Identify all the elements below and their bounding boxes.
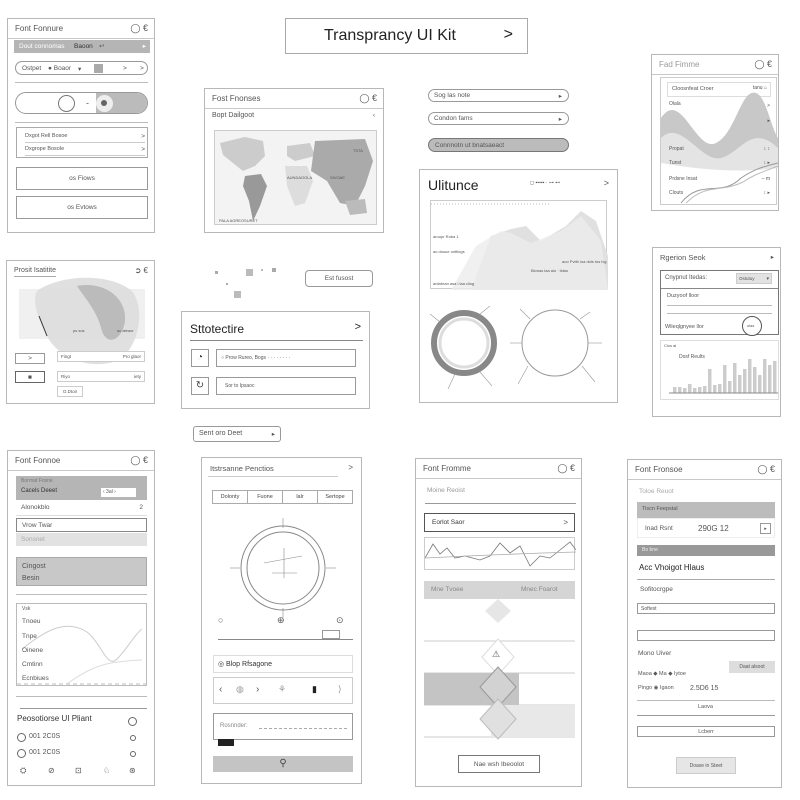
flows-button[interactable]: os Fiows xyxy=(16,167,148,190)
section-heading: Acc Vhoigot Hlaus xyxy=(639,563,705,572)
kit-title: Transprancy UI Kit xyxy=(324,27,456,44)
toggle-switch[interactable] xyxy=(15,92,148,114)
row-label: Wlieqlgnyee llor xyxy=(665,324,704,330)
row-label: Sonsnet xyxy=(21,536,45,543)
bar xyxy=(753,367,757,393)
center-label: Laova xyxy=(698,704,713,710)
bar xyxy=(688,384,692,393)
form-panel xyxy=(7,450,155,786)
outlined-button[interactable]: Lcberr xyxy=(637,726,775,737)
text-input[interactable] xyxy=(216,349,356,367)
option-card[interactable] xyxy=(213,655,353,673)
chart-label: Vsk xyxy=(22,606,31,612)
chart-label: Cmtinn xyxy=(22,661,43,668)
option-value: 2.5D6 15 xyxy=(690,685,719,692)
world-map[interactable] xyxy=(214,130,377,225)
color-swatch[interactable] xyxy=(94,64,103,73)
section-bar xyxy=(637,502,775,518)
decorative-dot xyxy=(226,283,228,285)
block-label: Borrnat Fosne xyxy=(21,478,53,484)
map-label: SIVOAE xyxy=(330,175,345,180)
est-button[interactable]: Est fusost xyxy=(305,270,373,287)
text-input[interactable] xyxy=(216,377,356,395)
text-field[interactable] xyxy=(16,518,147,532)
decorative-dot xyxy=(261,269,263,271)
back-icon[interactable]: ‹ xyxy=(372,112,375,119)
row-label: Cloosnfeat Croer xyxy=(672,86,714,92)
field-label: Riyo xyxy=(61,374,71,379)
input-value: Sor to Ipsaoc xyxy=(225,383,255,389)
highlight-circle[interactable] xyxy=(742,316,762,336)
bar xyxy=(728,381,732,393)
tab-fuone[interactable]: Fuone xyxy=(248,491,283,503)
field-value: Vrow Twar xyxy=(22,522,53,529)
shape-label: ac ateaor xyxy=(117,328,134,333)
globe-icon[interactable]: ⊛ xyxy=(129,766,136,775)
block-label: Besin xyxy=(22,575,40,582)
circular-diagrams xyxy=(420,294,619,404)
radio-button[interactable] xyxy=(130,751,136,757)
section-label: Tiscn Feepstal xyxy=(642,506,678,512)
list-item-label: Dxgrope Bosole xyxy=(25,146,65,152)
option-row[interactable]: Maoa ◆ Ma ◆ Iytoe xyxy=(638,671,686,677)
chevron-right-icon[interactable]: > xyxy=(603,178,609,188)
toggle-knob-on xyxy=(96,95,113,112)
settings-panel xyxy=(7,18,155,233)
row-value: 290G 12 xyxy=(698,524,729,533)
data-button[interactable]: Daat alsoot xyxy=(729,661,775,673)
column-header: Mnec Foarot xyxy=(521,586,558,593)
bar xyxy=(703,386,707,393)
series-label: Clouts xyxy=(669,190,684,196)
sort-icon[interactable]: ↕ ▸ xyxy=(763,190,770,196)
chart-title: Dosf Reults xyxy=(679,354,705,360)
power-icon[interactable]: ⊙ xyxy=(336,615,344,625)
pill-label: Connnotn ut bnatsaeact xyxy=(435,142,505,149)
pill-label: Ostpet xyxy=(22,65,42,72)
row-value: Baoon xyxy=(74,43,93,50)
panel-title: Font Fonnure xyxy=(15,24,64,33)
option-block[interactable] xyxy=(16,557,147,586)
series-label: Olala xyxy=(669,101,681,107)
option-pill[interactable] xyxy=(15,61,148,75)
chevron-icon[interactable]: ▸ xyxy=(767,118,770,124)
image-icon[interactable]: ⊡ xyxy=(75,766,82,775)
media-thumb xyxy=(218,739,234,746)
radio-option[interactable]: ● Boaor xyxy=(48,65,72,72)
row-value: tanu ⌂ xyxy=(752,85,767,91)
list-item[interactable] xyxy=(25,131,145,143)
warning-icon: ⚠ xyxy=(492,649,501,659)
field-label: Mono Uiver xyxy=(638,650,672,657)
chevron-right-icon: > xyxy=(141,133,145,140)
panel-title: Ulitunce xyxy=(428,177,479,193)
chart-label: Clos ai xyxy=(664,343,677,348)
radio-button[interactable] xyxy=(128,717,137,726)
arrow-icon: ▸ xyxy=(142,43,146,50)
block-label: Cingost xyxy=(22,563,46,570)
blob-chart xyxy=(7,261,156,405)
slider-handle[interactable] xyxy=(322,630,340,639)
shape-label: ps sos xyxy=(73,328,85,333)
bar xyxy=(768,365,772,393)
timer-icon[interactable]: ◔ xyxy=(191,349,209,367)
chart-label: Tnoeu xyxy=(22,618,41,625)
nav-carousel xyxy=(213,677,353,704)
field-value: Pro glaor xyxy=(122,354,141,359)
series-label: Tunst xyxy=(669,160,682,166)
block-label: Cacels Deeet xyxy=(21,488,58,494)
phone-icon[interactable]: ▮ xyxy=(312,684,317,694)
chart-label: Blonas laa aiu · lidao xyxy=(531,268,569,273)
chevron-right-icon[interactable]: › xyxy=(256,684,260,695)
wave-area-chart xyxy=(661,78,778,206)
extows-button[interactable]: os Evtows xyxy=(16,196,148,219)
wave-chart-box xyxy=(660,77,777,205)
panel-title: Font Fromme xyxy=(423,464,472,473)
column-header: Mne Tvoee xyxy=(431,586,464,593)
bar xyxy=(693,388,697,393)
legend-mark: – m xyxy=(761,176,770,182)
sort-icon[interactable]: ↕ ↕ xyxy=(763,146,770,152)
panel-title: Itstrsanne Penctios xyxy=(210,464,274,473)
series-label: Prdsne Insat xyxy=(669,176,698,182)
wave-chart-panel xyxy=(651,54,779,211)
stepper-value: ‹ 3al › xyxy=(103,489,116,495)
series-label: Propat xyxy=(669,146,684,152)
toggle-dash: - xyxy=(86,98,89,108)
bar xyxy=(763,359,767,393)
arrow-icon: ▸ xyxy=(558,93,562,100)
list-item[interactable] xyxy=(25,144,145,156)
text-field[interactable] xyxy=(57,351,145,362)
number-stepper[interactable] xyxy=(101,488,136,497)
responder-input[interactable] xyxy=(213,713,353,740)
flag-button[interactable]: ▸ xyxy=(760,523,771,534)
field-label: Cnypnut Itedas: xyxy=(665,275,708,281)
bar xyxy=(683,388,687,393)
refresh-icon[interactable]: ↻ xyxy=(191,377,209,395)
map-subtitle: Bopt Dailgoot xyxy=(212,112,255,119)
flower-icon[interactable]: ⚘ xyxy=(278,684,287,694)
chevron-right-icon: > xyxy=(563,518,568,527)
radio-button[interactable] xyxy=(17,749,26,758)
panel-title: Sttotectire xyxy=(190,322,245,336)
decorative-dot xyxy=(215,271,218,274)
field-label: Fingt xyxy=(61,354,72,359)
text-field[interactable] xyxy=(57,371,145,382)
gear-icon[interactable]: ⛭ xyxy=(20,766,27,775)
caret-icon: ▾ xyxy=(766,276,769,282)
chart-label: aroupr Roba 1 xyxy=(433,234,459,239)
circle-label: olas xyxy=(747,323,755,328)
bar-chart xyxy=(660,340,779,400)
chart-label: Ecnbiues xyxy=(22,675,49,682)
tab-lalr[interactable]: lalr xyxy=(283,491,318,503)
decorative-dot xyxy=(272,268,276,272)
chevron-right-icon[interactable]: > xyxy=(354,321,361,333)
arrow-icon[interactable]: ⟩ xyxy=(338,684,342,694)
region-select[interactable] xyxy=(736,273,772,284)
select-row[interactable] xyxy=(424,513,575,532)
stop-button[interactable]: ■ xyxy=(15,371,45,383)
sparkline-chart xyxy=(424,537,575,570)
panel-title: Font Fronsoe xyxy=(635,465,683,474)
details-panel xyxy=(627,459,782,788)
option-label: 001 2C0S xyxy=(29,733,61,740)
row-label: Eorlot Saor xyxy=(432,519,465,526)
input-value: ○ Prow Rureo, Bogs · · · · · · · · xyxy=(221,355,291,361)
slider[interactable] xyxy=(218,630,353,640)
predictions-panel xyxy=(201,457,362,784)
pill-label: Sog las note xyxy=(434,92,471,99)
chevron-right-icon: > xyxy=(140,65,144,72)
chart-label: Tnpe xyxy=(22,633,37,640)
chevron-right-icon: > xyxy=(503,26,513,43)
region-panel xyxy=(652,247,781,417)
chevron-icon[interactable]: > xyxy=(767,103,770,109)
text-input[interactable] xyxy=(637,630,775,641)
radar-dial xyxy=(202,508,363,618)
chart-label: Oinene xyxy=(22,647,43,654)
table-header xyxy=(424,581,575,599)
row-value: 2 xyxy=(139,504,143,511)
section-label: Bo bne xyxy=(642,547,658,553)
structure-panel xyxy=(181,311,370,409)
pill-button-filled[interactable] xyxy=(428,138,569,152)
radio-icon[interactable]: ○ xyxy=(218,615,224,625)
disabled-row xyxy=(16,533,147,546)
chevron-right-icon: > xyxy=(141,146,145,153)
arrow-icon[interactable]: ▸ xyxy=(770,254,774,261)
bottom-button[interactable]: Doaxe in Steet xyxy=(676,757,736,774)
pill-input[interactable] xyxy=(428,89,569,102)
tab-bar xyxy=(212,490,353,504)
subtitle: Toloe Reuot xyxy=(639,488,674,495)
section-title: Peosotiorse UI Pliant xyxy=(17,714,92,723)
panel-title: Fost Fnonses xyxy=(212,94,261,103)
bar xyxy=(748,359,752,393)
chart-controls[interactable]: ◻ ▪▪▪▪▪ · ⊶ ⊷ xyxy=(530,180,561,186)
option-label: 001 2C0S xyxy=(29,749,61,756)
dropdown-label: Sent oro Deet xyxy=(199,430,243,437)
caret-icon: ▾ xyxy=(78,66,82,73)
field-value: iety xyxy=(133,374,141,379)
radio-button[interactable] xyxy=(130,735,136,741)
radio-button[interactable] xyxy=(17,733,26,742)
bar xyxy=(758,375,762,393)
timeline-panel xyxy=(415,458,582,787)
chart-label: aoo Pvtth loa dols tos lvg xyxy=(562,259,607,264)
settings-icon[interactable]: ◯ € xyxy=(754,59,772,69)
chart-label: antabran asa i laa cliog xyxy=(433,281,475,286)
map-panel xyxy=(204,88,384,233)
select-value: Ostutuy xyxy=(739,276,755,281)
bar xyxy=(723,365,727,393)
chevron-left-icon[interactable]: ‹ xyxy=(219,684,223,695)
row-label: Dout connomas xyxy=(19,43,65,50)
bar xyxy=(773,361,777,393)
settings-icon[interactable]: ◯ € xyxy=(757,464,775,474)
bar xyxy=(718,384,722,393)
settings-icon[interactable]: ◯ € xyxy=(557,463,575,473)
chevron-right-icon[interactable]: > xyxy=(348,463,353,472)
pill-label: Condon fams xyxy=(434,115,473,122)
row-label: Inad Rsnt xyxy=(645,525,673,532)
field-label: Sofitocrgpe xyxy=(640,586,673,593)
row-label: Duzyoof lloor xyxy=(667,293,700,299)
input-value: Softest xyxy=(641,606,657,612)
subtitle: Moine Reoist xyxy=(427,487,465,494)
line-chart xyxy=(16,603,147,686)
text-input[interactable] xyxy=(637,603,775,614)
chart-label: ao dosue ontfiogs xyxy=(433,249,465,254)
pill-input[interactable] xyxy=(428,112,569,125)
user-icon[interactable]: ♘ xyxy=(103,766,111,775)
settings-icon[interactable]: ➲ € xyxy=(134,266,148,275)
map-label: TSTA xyxy=(353,148,363,153)
input-label: Rosnnder: xyxy=(220,723,248,729)
panel-title: Prosit Isatitite xyxy=(14,267,56,277)
value-row xyxy=(637,518,775,538)
chevron-right-icon: > xyxy=(123,65,127,72)
search-button[interactable] xyxy=(213,756,353,772)
bar xyxy=(713,385,717,393)
globe-icon[interactable]: ◍ xyxy=(236,684,244,694)
bar xyxy=(673,387,677,393)
search-icon: ⚲ xyxy=(279,758,287,769)
next-button[interactable]: > xyxy=(15,353,45,364)
area-chart xyxy=(430,200,607,289)
decorative-dot xyxy=(234,291,241,298)
decorative-dot xyxy=(246,269,253,276)
shape-panel xyxy=(6,260,155,404)
selected-block xyxy=(16,476,147,500)
sent-dropdown[interactable] xyxy=(193,426,281,442)
list-box xyxy=(16,127,148,158)
sort-icon[interactable]: ↕ ▸ xyxy=(763,160,770,166)
bar xyxy=(738,375,742,393)
selected-row[interactable] xyxy=(14,40,150,53)
undo-icon: ↩ xyxy=(99,43,105,50)
filter-box xyxy=(660,270,779,335)
arrow-icon: ▸ xyxy=(558,116,562,123)
bar xyxy=(698,387,702,393)
bar xyxy=(678,387,682,393)
panel-title: Fad Fimme xyxy=(659,60,700,69)
dark-section-bar xyxy=(637,545,775,556)
block-icon[interactable]: ⊘ xyxy=(48,766,55,775)
timeline-diamonds xyxy=(416,599,583,749)
bar xyxy=(733,363,737,393)
panel-title: Font Fonnoe xyxy=(15,456,61,465)
tab-sertope[interactable]: Sertope xyxy=(325,494,345,500)
toggle-knob-off xyxy=(58,95,75,112)
target-icon[interactable]: ⊕ xyxy=(277,615,285,625)
map-label: PALA AGREOSURET xyxy=(219,218,258,223)
settings-icon[interactable]: ◯ € xyxy=(130,23,148,33)
card-label: ◎ Blop Rfsagone xyxy=(218,661,272,668)
kit-title-box[interactable] xyxy=(285,18,528,54)
settings-icon[interactable]: ◯ € xyxy=(130,455,148,465)
bar xyxy=(708,369,712,393)
row-label: Alonokblo xyxy=(21,504,50,511)
option-row[interactable]: Pingo ◉ Igaon xyxy=(638,685,674,691)
bar xyxy=(743,369,747,393)
map-label: AUNDAOOLA xyxy=(287,175,313,180)
action-button[interactable]: Nae wsh Ibeoolot xyxy=(458,755,540,773)
list-row[interactable] xyxy=(16,500,147,516)
arrow-icon: ▸ xyxy=(271,431,275,438)
tab-dolonty[interactable]: Dolonty xyxy=(213,491,248,503)
analytics-panel xyxy=(419,169,618,403)
settings-icon[interactable]: ◯ € xyxy=(359,93,377,103)
small-button[interactable]: O.Dtoir xyxy=(57,386,83,397)
panel-title: Rgerion Seok xyxy=(660,253,706,262)
list-item-label: Dxgot Rell Bosoe xyxy=(25,133,68,139)
